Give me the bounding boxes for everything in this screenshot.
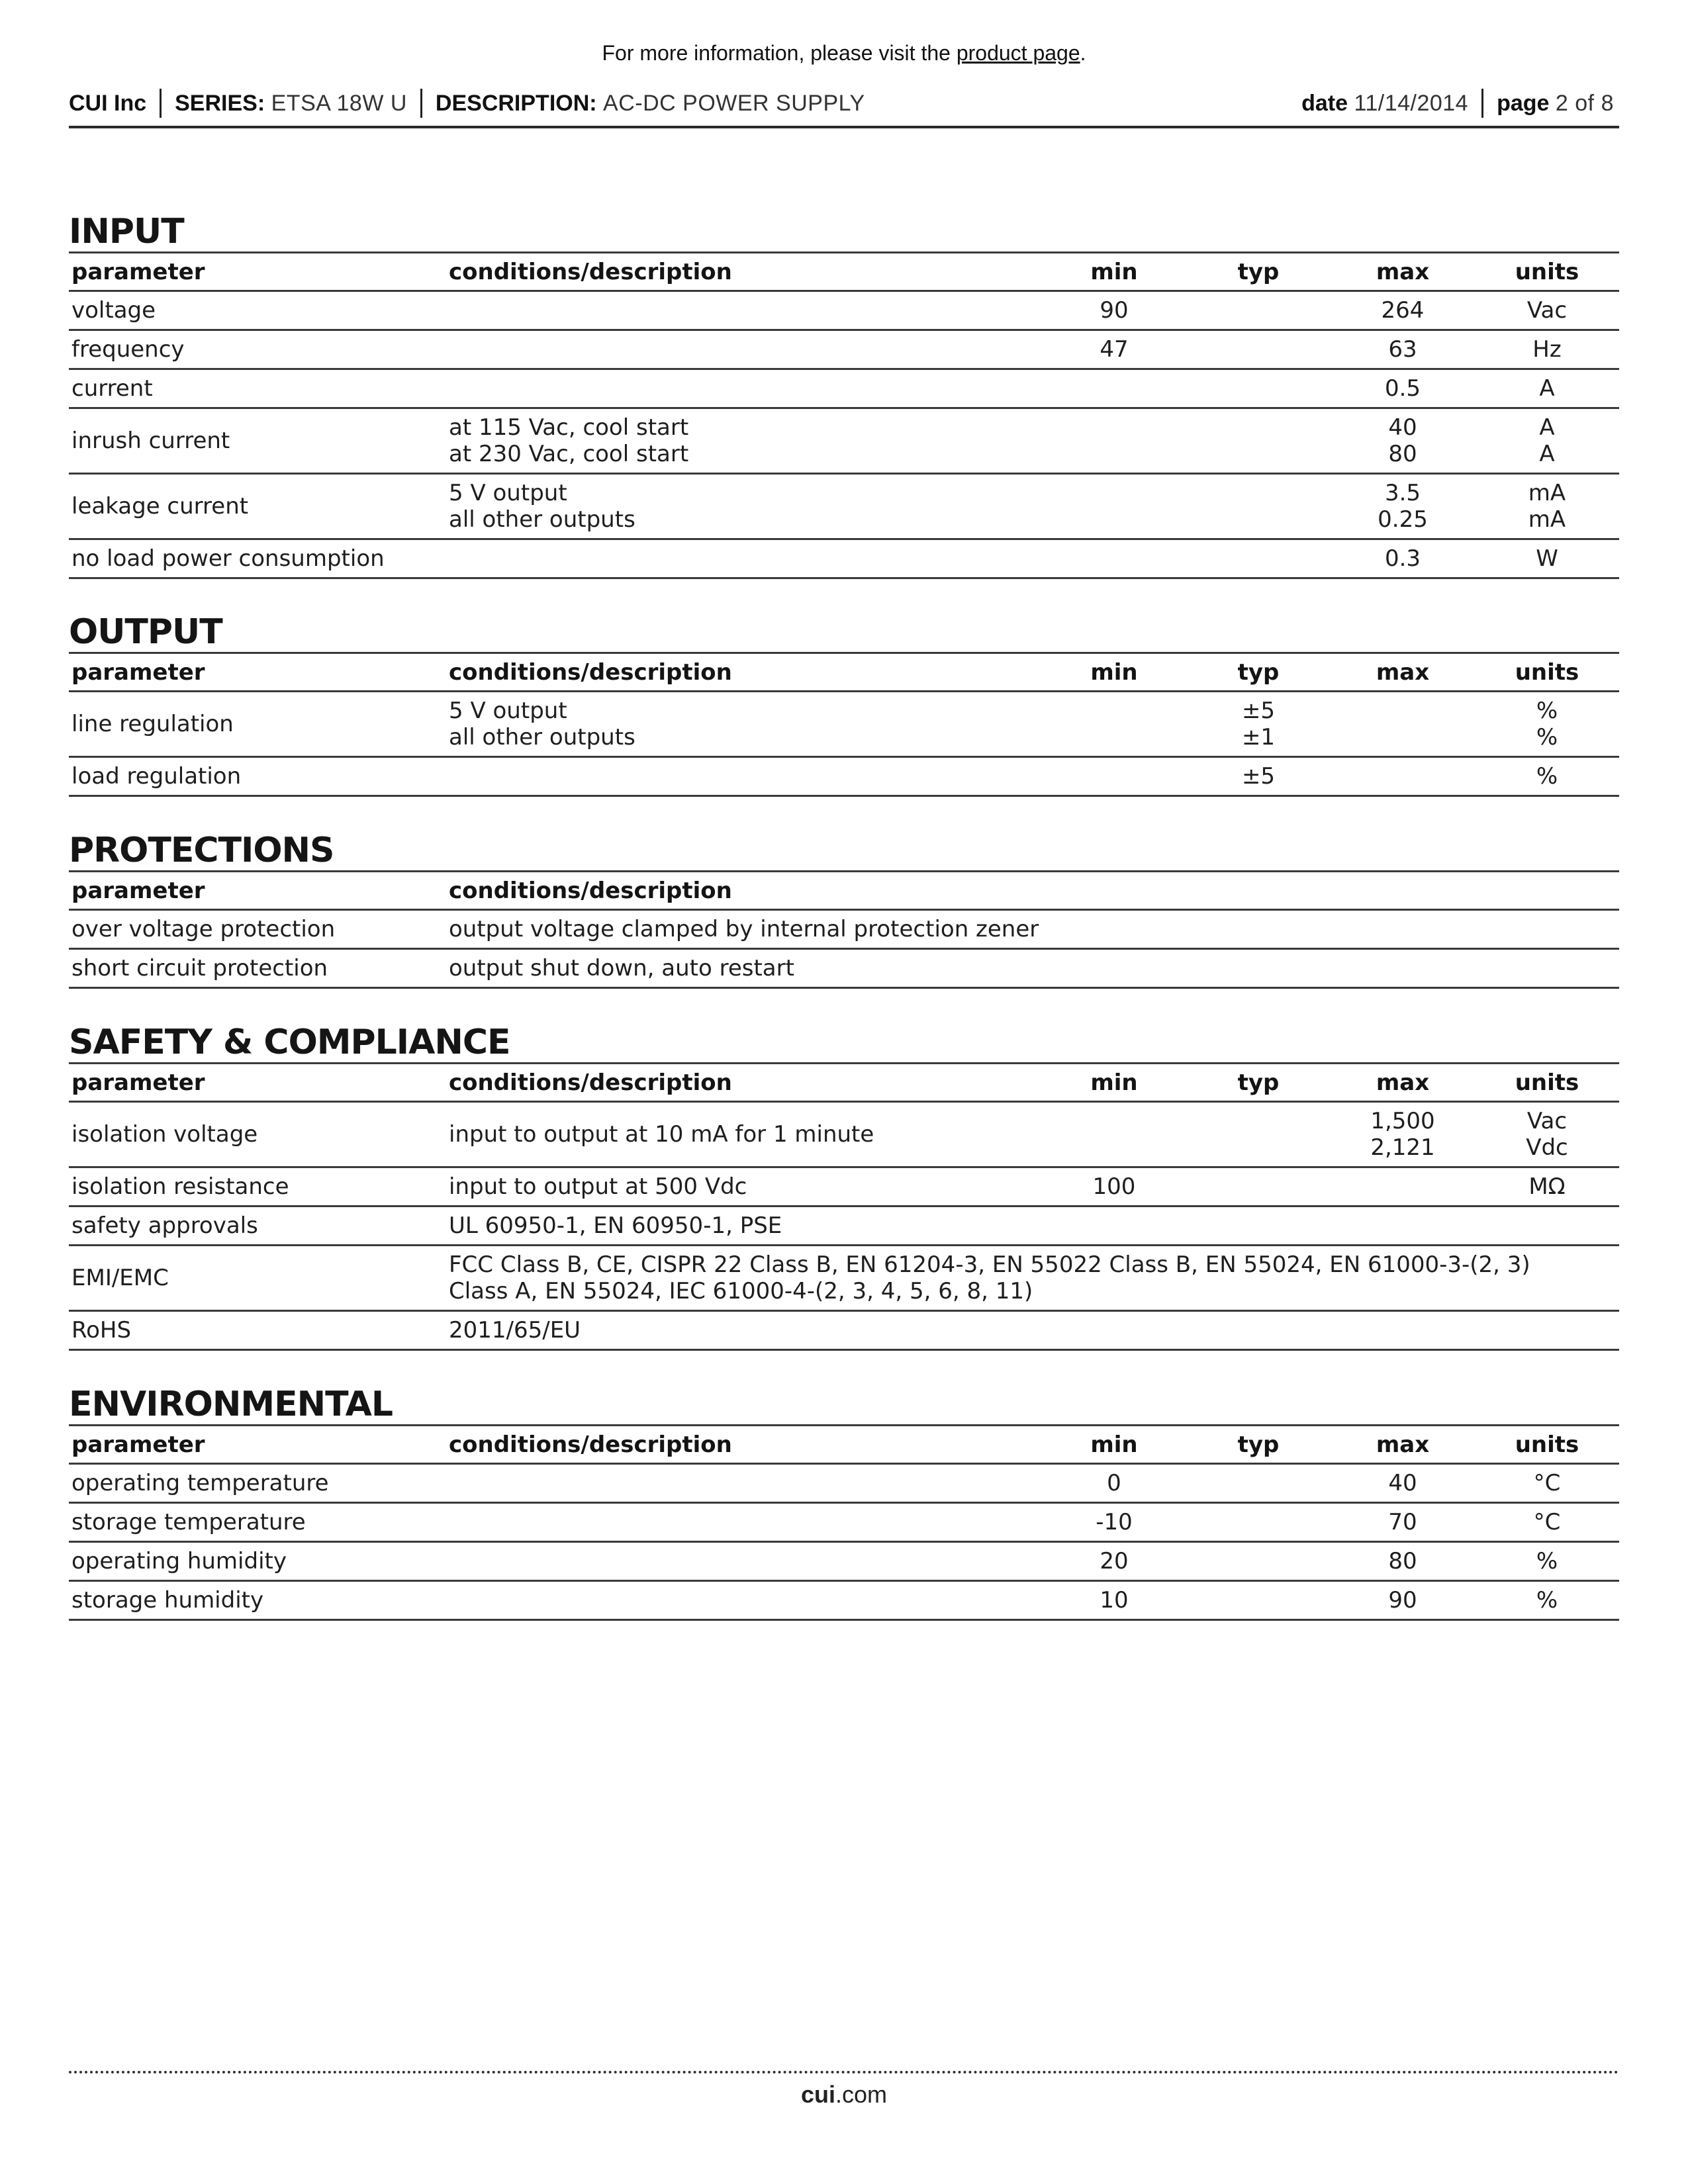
- typ-cell: ±5: [1186, 757, 1331, 796]
- parameter-cell: frequency: [69, 330, 446, 369]
- units-cell: %: [1475, 1581, 1619, 1620]
- protections-title: PROTECTIONS: [69, 831, 334, 870]
- parameter-cell: RoHS: [69, 1311, 446, 1350]
- parameter-cell: voltage: [69, 291, 446, 330]
- header-conditions: conditions/description: [446, 653, 1042, 692]
- product-info-note: [0, 41, 1688, 66]
- min-cell: [1042, 408, 1186, 474]
- header-units: units: [1475, 253, 1619, 291]
- min-cell: [1042, 539, 1186, 578]
- typ-cell: [1186, 1581, 1331, 1620]
- conditions-cell: input to output at 10 mA for 1 minute: [446, 1102, 1042, 1167]
- table-header-row: [69, 872, 1619, 910]
- conditions-cell: [446, 291, 1042, 330]
- product-info-end: .: [1080, 41, 1086, 65]
- date-label: date: [1301, 90, 1348, 116]
- table-row: [69, 1581, 1619, 1620]
- header-min: min: [1042, 253, 1186, 291]
- min-cell: [1042, 1102, 1186, 1167]
- parameter-cell: short circuit protection: [69, 949, 446, 988]
- conditions-cell: input to output at 500 Vdc: [446, 1167, 1042, 1206]
- min-cell: [1042, 757, 1186, 796]
- header-units: units: [1475, 1426, 1619, 1464]
- table-row: [69, 949, 1619, 988]
- typ-cell: [1186, 1503, 1331, 1542]
- table-row: [69, 539, 1619, 578]
- min-cell: 20: [1042, 1542, 1186, 1581]
- conditions-cell: at 115 Vac, cool start at 230 Vac, cool start: [446, 408, 1042, 474]
- header-max: max: [1331, 1064, 1475, 1102]
- typ-cell: [1186, 1167, 1331, 1206]
- parameter-cell: storage humidity: [69, 1581, 446, 1620]
- parameter-cell: operating humidity: [69, 1542, 446, 1581]
- max-cell: 70: [1331, 1503, 1475, 1542]
- units-cell: °C: [1475, 1464, 1619, 1503]
- conditions-cell: [446, 1464, 1042, 1503]
- header-units: units: [1475, 1064, 1619, 1102]
- table-row: [69, 474, 1619, 539]
- typ-cell: [1186, 539, 1331, 578]
- typ-cell: [1186, 291, 1331, 330]
- table-row: [69, 369, 1619, 408]
- units-cell: W: [1475, 539, 1619, 578]
- table-row: [69, 757, 1619, 796]
- parameter-cell: operating temperature: [69, 1464, 446, 1503]
- typ-cell: [1186, 369, 1331, 408]
- parameter-cell: over voltage protection: [69, 910, 446, 949]
- parameter-cell: no load power consumption: [69, 539, 446, 578]
- max-cell: 40: [1331, 1464, 1475, 1503]
- min-cell: 47: [1042, 330, 1186, 369]
- max-cell: 264: [1331, 291, 1475, 330]
- table-row: [69, 408, 1619, 474]
- header-typ: typ: [1186, 253, 1331, 291]
- parameter-cell: load regulation: [69, 757, 446, 796]
- min-cell: 0: [1042, 1464, 1186, 1503]
- table-row: [69, 1206, 1619, 1246]
- protections-table: [69, 870, 1619, 989]
- output-title: OUTPUT: [69, 612, 222, 652]
- description-label: DESCRIPTION:: [435, 90, 597, 116]
- units-cell: Hz: [1475, 330, 1619, 369]
- footer-website: [0, 2081, 1688, 2109]
- safety-table: [69, 1062, 1619, 1351]
- environmental-table: [69, 1424, 1619, 1621]
- conditions-cell: [446, 330, 1042, 369]
- parameter-cell: storage temperature: [69, 1503, 446, 1542]
- typ-cell: [1186, 474, 1331, 539]
- conditions-cell: [446, 1542, 1042, 1581]
- table-row: [69, 330, 1619, 369]
- product-page-link[interactable]: product page: [956, 41, 1080, 65]
- header-divider: [160, 89, 162, 118]
- units-cell: Vac Vdc: [1475, 1102, 1619, 1167]
- conditions-cell: 5 V output all other outputs: [446, 692, 1042, 757]
- document-header: [69, 85, 1619, 128]
- header-typ: typ: [1186, 1426, 1331, 1464]
- footer-brand: cui: [800, 2081, 835, 2108]
- table-row: [69, 910, 1619, 949]
- table-header-row: [69, 653, 1619, 692]
- date-value: 11/14/2014: [1354, 90, 1469, 116]
- max-cell: [1331, 1167, 1475, 1206]
- header-max: max: [1331, 1426, 1475, 1464]
- environmental-title: ENVIRONMENTAL: [69, 1385, 393, 1424]
- header-conditions: conditions/description: [446, 872, 1619, 910]
- header-max: max: [1331, 253, 1475, 291]
- header-min: min: [1042, 1426, 1186, 1464]
- parameter-cell: isolation resistance: [69, 1167, 446, 1206]
- table-row: [69, 1503, 1619, 1542]
- conditions-cell: 2011/65/EU: [446, 1311, 1619, 1350]
- environmental-section: [69, 1385, 1619, 1621]
- max-cell: 0.3: [1331, 539, 1475, 578]
- max-cell: 1,500 2,121: [1331, 1102, 1475, 1167]
- header-typ: typ: [1186, 653, 1331, 692]
- conditions-cell: [446, 1503, 1042, 1542]
- header-divider: [420, 89, 422, 118]
- page-value: 2 of 8: [1555, 90, 1614, 116]
- header-conditions: conditions/description: [446, 1064, 1042, 1102]
- safety-title: SAFETY & COMPLIANCE: [69, 1023, 510, 1062]
- header-conditions: conditions/description: [446, 1426, 1042, 1464]
- table-row: [69, 1246, 1619, 1311]
- header-min: min: [1042, 1064, 1186, 1102]
- company-name: CUI Inc: [69, 90, 147, 116]
- typ-cell: [1186, 330, 1331, 369]
- header-units: units: [1475, 653, 1619, 692]
- protections-section: [69, 831, 1619, 989]
- typ-cell: [1186, 408, 1331, 474]
- typ-cell: [1186, 1542, 1331, 1581]
- conditions-cell: FCC Class B, CE, CISPR 22 Class B, EN 61204-3, EN 55022 Class B, EN 55024, EN 61000-3-(2, 3) Class A, EN 55024, IEC 61000-4-(2, 3, 4, 5, 6, 8, 11): [446, 1246, 1619, 1311]
- header-min: min: [1042, 653, 1186, 692]
- input-title: INPUT: [69, 212, 184, 251]
- table-row: [69, 1167, 1619, 1206]
- max-cell: 63: [1331, 330, 1475, 369]
- input-section: [69, 212, 1619, 579]
- min-cell: 100: [1042, 1167, 1186, 1206]
- header-divider: [1481, 89, 1483, 118]
- units-cell: Vac: [1475, 291, 1619, 330]
- max-cell: 0.5: [1331, 369, 1475, 408]
- header-parameter: parameter: [69, 253, 446, 291]
- header-max: max: [1331, 653, 1475, 692]
- units-cell: % %: [1475, 692, 1619, 757]
- footer-domain: .com: [835, 2081, 888, 2108]
- units-cell: %: [1475, 757, 1619, 796]
- max-cell: 3.5 0.25: [1331, 474, 1475, 539]
- units-cell: A: [1475, 369, 1619, 408]
- table-row: [69, 291, 1619, 330]
- header-parameter: parameter: [69, 1426, 446, 1464]
- min-cell: [1042, 474, 1186, 539]
- min-cell: [1042, 369, 1186, 408]
- safety-section: [69, 1023, 1619, 1351]
- min-cell: -10: [1042, 1503, 1186, 1542]
- parameter-cell: EMI/EMC: [69, 1246, 446, 1311]
- conditions-cell: [446, 539, 1042, 578]
- max-cell: 80: [1331, 1542, 1475, 1581]
- max-cell: 40 80: [1331, 408, 1475, 474]
- max-cell: [1331, 757, 1475, 796]
- conditions-cell: output voltage clamped by internal protection zener: [446, 910, 1619, 949]
- output-table: [69, 652, 1619, 797]
- conditions-cell: UL 60950-1, EN 60950-1, PSE: [446, 1206, 1619, 1246]
- parameter-cell: inrush current: [69, 408, 446, 474]
- table-header-row: [69, 1064, 1619, 1102]
- parameter-cell: leakage current: [69, 474, 446, 539]
- parameter-cell: current: [69, 369, 446, 408]
- units-cell: °C: [1475, 1503, 1619, 1542]
- min-cell: [1042, 692, 1186, 757]
- header-parameter: parameter: [69, 653, 446, 692]
- header-conditions: conditions/description: [446, 253, 1042, 291]
- table-row: [69, 692, 1619, 757]
- parameter-cell: safety approvals: [69, 1206, 446, 1246]
- typ-cell: [1186, 1102, 1331, 1167]
- conditions-cell: [446, 757, 1042, 796]
- typ-cell: ±5 ±1: [1186, 692, 1331, 757]
- page-label: page: [1497, 90, 1550, 116]
- series-label: SERIES:: [175, 90, 265, 116]
- description-value: AC-DC POWER SUPPLY: [603, 90, 865, 116]
- parameter-cell: line regulation: [69, 692, 446, 757]
- min-cell: 90: [1042, 291, 1186, 330]
- typ-cell: [1186, 1464, 1331, 1503]
- series-value: ETSA 18W U: [271, 90, 407, 116]
- units-cell: A A: [1475, 408, 1619, 474]
- table-row: [69, 1102, 1619, 1167]
- table-header-row: [69, 253, 1619, 291]
- max-cell: 90: [1331, 1581, 1475, 1620]
- table-header-row: [69, 1426, 1619, 1464]
- table-row: [69, 1464, 1619, 1503]
- units-cell: MΩ: [1475, 1167, 1619, 1206]
- conditions-cell: [446, 1581, 1042, 1620]
- conditions-cell: [446, 369, 1042, 408]
- table-row: [69, 1311, 1619, 1350]
- min-cell: 10: [1042, 1581, 1186, 1620]
- parameter-cell: isolation voltage: [69, 1102, 446, 1167]
- output-section: [69, 612, 1619, 797]
- units-cell: %: [1475, 1542, 1619, 1581]
- conditions-cell: output shut down, auto restart: [446, 949, 1619, 988]
- units-cell: mA mA: [1475, 474, 1619, 539]
- input-table: [69, 251, 1619, 579]
- header-parameter: parameter: [69, 872, 446, 910]
- footer-divider: [69, 2071, 1619, 2073]
- table-row: [69, 1542, 1619, 1581]
- header-typ: typ: [1186, 1064, 1331, 1102]
- conditions-cell: 5 V output all other outputs: [446, 474, 1042, 539]
- max-cell: [1331, 692, 1475, 757]
- header-parameter: parameter: [69, 1064, 446, 1102]
- product-info-text: For more information, please visit the: [602, 41, 957, 65]
